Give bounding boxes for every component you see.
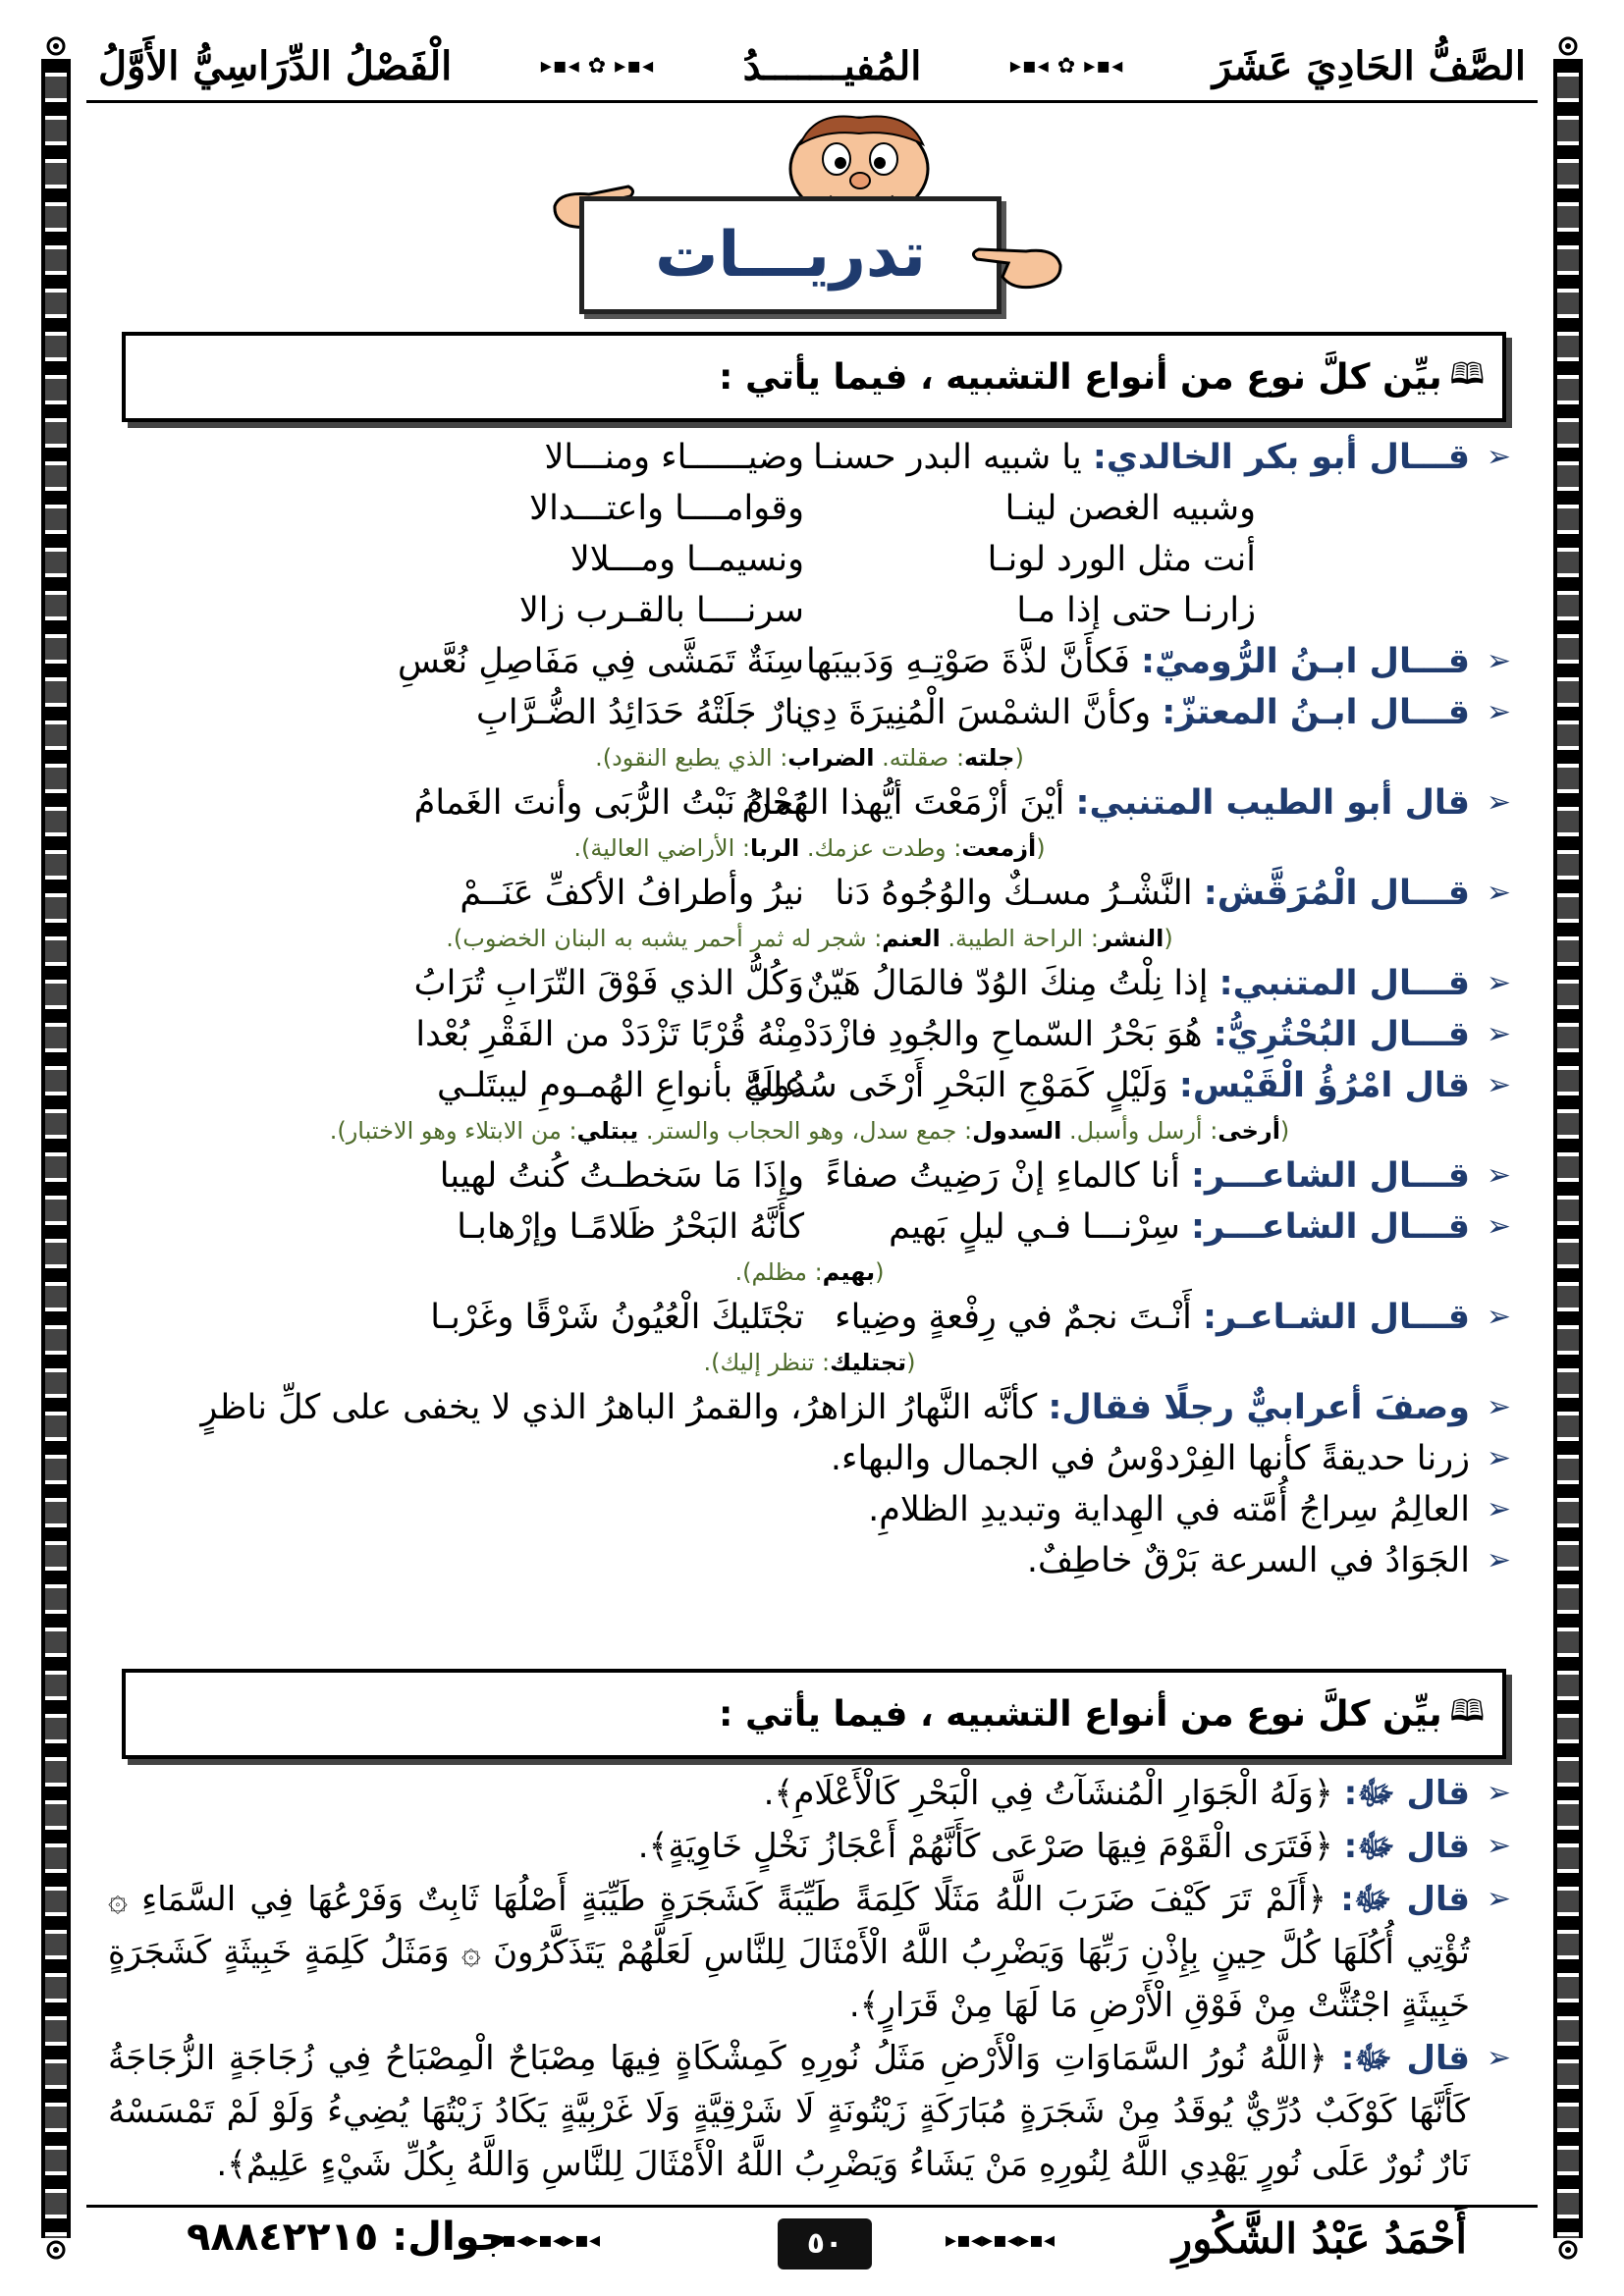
gloss-note: (أزمعت: وطدت عزمك. الربا: الأراضي العالية). xyxy=(573,834,1046,862)
verse-line: أنت مثل الورد لونـا ونسيمــا ومـــلالا xyxy=(569,540,1256,579)
footer-separator: ◂▪▸◂▪▸◂▪▸ xyxy=(491,2228,600,2253)
footer-separator: ◂▪▸◂▪▸◂▪▸ xyxy=(946,2228,1055,2253)
gloss-note: (النشر: الراحة الطيبة. العنم: شجر له ثمر أحمر يشبه به البنان الخضوب). xyxy=(446,925,1173,952)
pointer-arrow-icon: ➢ xyxy=(1486,1209,1511,1244)
book-icon: 🕮 xyxy=(1449,356,1485,392)
pointer-arrow-icon: ➢ xyxy=(1486,1390,1511,1424)
quran-item: ➢ قال ﷻ: ﴿فَتَرَى الْقَوْمَ فِيهَا صَرْعَى كَأَنَّهُمْ أَعْجَازُ نَخْلٍ خَاوِيَةٍ﴾. xyxy=(108,1820,1511,1873)
verse-line: زارنـا حتى إذا مـا سرنــــا بالقـرب زالا xyxy=(518,591,1256,630)
pointer-arrow-icon: ➢ xyxy=(1486,1882,1511,1916)
prose-line: ➢ زرنا حديقةً كأنها الفِرْدوْسُ في الجمال والبهاء. xyxy=(108,1433,1511,1484)
title-box xyxy=(579,196,1001,314)
pointing-hand-icon xyxy=(967,236,1065,294)
instruction-text: بيِّن كلَّ نوع من أنواع التشبيه ، فيما يأتي : xyxy=(719,356,1442,398)
verse-line: وشبيه الغصن لينـا وقوامــــا واعتـــدالا xyxy=(529,489,1256,528)
page-number: ٥٠ xyxy=(778,2218,872,2269)
pointer-arrow-icon: ➢ xyxy=(1486,785,1511,820)
right-border-ornament xyxy=(1553,59,1583,2238)
footer-rule xyxy=(86,2205,1538,2208)
pointer-arrow-icon: ➢ xyxy=(1486,966,1511,1000)
verse-line: ➢ قـــال ابـنُ المعتزّ: وكأنَّ الشمْسَ الْمُنِيرَةَ دِي نارٌ جَلَتْهُ حَدَائِدُ الضُّـرَّابِ xyxy=(108,687,1511,738)
corner-flower-ornament-icon xyxy=(1549,27,1587,65)
pointer-arrow-icon: ➢ xyxy=(1486,1776,1511,1810)
verse-line: ➢ قـــال البُحْتُرِيُّ: هُوَ بَحْرُ السّماحِ والجُودِ فازْدَدْ مِنْهُ قُرْبًا تَزْدَدْ من الفَقْرِ بُعْدا xyxy=(108,1009,1511,1060)
page-header xyxy=(98,31,1526,100)
verse-line: ➢ قـــال الشـاعـر: أَنْـتَ نجمٌ في رِفْعةٍ وضِياء تجْتَليكَ الْعُيُونُ شَرْقًا وغَرْبـا xyxy=(108,1292,1511,1343)
gloss-note: (بهيم: مظلم). xyxy=(734,1258,885,1286)
left-border-ornament xyxy=(41,59,71,2238)
pointer-arrow-icon: ➢ xyxy=(1486,1829,1511,1863)
term-label: الْفَصْلُ الدِّرَاسِيُّ الأَوَّلُ xyxy=(98,42,453,89)
prose-line: ➢ وصفَ أعرابيٌّ رجلًا فقال: كأنَّه النَّهارُ الزاهرُ، والقمرُ الباهرُ الذي لا يخفى على كلِّ ناظرٍ xyxy=(108,1382,1511,1433)
pointer-arrow-icon: ➢ xyxy=(1486,1158,1511,1193)
header-rule xyxy=(86,100,1538,103)
page-title: تدريـــات xyxy=(655,219,926,292)
verse-line: ➢ قـــال الشاعـــر: سِرْنـــا فـي ليلٍ بَهيم كأَنَّهُ البَحْرُ ظَلامًـا وإرْهابـا xyxy=(108,1201,1511,1253)
corner-flower-ornament-icon xyxy=(1549,2231,1587,2269)
pointer-arrow-icon: ➢ xyxy=(1486,2041,1511,2075)
author-name: أَحْمَدُ عَبْدُ الشَّكُورِ xyxy=(1171,2215,1467,2263)
pointer-arrow-icon: ➢ xyxy=(1486,1300,1511,1334)
pointer-arrow-icon: ➢ xyxy=(1486,644,1511,678)
pointer-arrow-icon: ➢ xyxy=(1486,1441,1511,1475)
prose-line: ➢ الجَوَادُ في السرعة بَرْقٌ خاطِفٌ. xyxy=(108,1535,1511,1586)
pointer-arrow-icon: ➢ xyxy=(1486,1017,1511,1051)
page-footer xyxy=(98,2215,1526,2283)
header-separator: ◂▪▸ ✿ ◂▪▸ xyxy=(1009,53,1124,79)
verse-line: ➢ قـــال الشاعـــر: أنا كالماءِ إنْ رَضِيتُ صفاءً وإذَا مَا سَخطـتُ كُنتُ لهيبا xyxy=(108,1150,1511,1201)
pointer-arrow-icon: ➢ xyxy=(1486,695,1511,729)
pointer-arrow-icon: ➢ xyxy=(1486,1068,1511,1102)
instruction-box-1 xyxy=(122,332,1506,422)
grade-label: الصَّفُّ الحَادِيَ عَشَرَ xyxy=(1212,42,1526,89)
section1-content xyxy=(108,432,1511,1586)
gloss-note: (أرخى: أرسل وأسبل. السدول: جمع سدل، وهو الحجاب والستر. يبتلي: من الابتلاء وهو الاختبار). xyxy=(329,1117,1290,1145)
header-separator: ◂▪▸ ✿ ◂▪▸ xyxy=(540,53,655,79)
book-title: المُفيـــــــدُ xyxy=(742,42,922,89)
pointer-arrow-icon: ➢ xyxy=(1486,1492,1511,1526)
verse-line: ➢ قـــال أبو بكر الخالدي: يا شبيه البدر حسنـا وضيــــــاء ومنـــالا xyxy=(108,432,1511,483)
quran-item: ➢ قال ﷻ: ﴿أَلَمْ تَرَ كَيْفَ ضَرَبَ اللَّهُ مَثَلًا كَلِمَةً طَيِّبَةً كَشَجَرَةٍ طَيِّبَةٍ أَصْلُهَا ثَابِتٌ وَفَرْعُهَا فِي السَّمَاءِ ۞ تُؤْتِي أُكُلَهَا كُلَّ حِينٍ بِإِذْنِ رَبِّهَا وَيَضْرِبُ اللَّهُ الْأَمْثَالَ لِلنَّاسِ لَعَلَّهُمْ يَتَذَكَّرُونَ ۞ وَمَثَلُ كَلِمَةٍ خَبِيثَةٍ كَشَجَرَةٍ خَبِيثَةٍ اجْتُثَّتْ مِنْ فَوْقِ الْأَرْضِ مَا لَهَا مِنْ قَرَارٍ﴾. xyxy=(108,1873,1511,2032)
section2-content xyxy=(108,1767,1511,2191)
verse-line: ➢ قـــال الْمُرَقَّش: النَّشْـرُ مسـكٌ والوُجُوهُ دَنا نيرُ وأطرافُ الأكفِّ عَنَــمْ xyxy=(108,868,1511,919)
book-icon: 🕮 xyxy=(1449,1693,1485,1729)
verse-line: ➢ قال امْرُؤُ الْقَيْس: وَلَيْلٍ كَمَوْجِ البَحْرِ أَرْخَى سُدُولَهُ عليَّ بأنواعِ الهُمـومِ ليبتَلـي xyxy=(108,1060,1511,1111)
corner-flower-ornament-icon xyxy=(37,2231,75,2269)
instruction-box-2 xyxy=(122,1669,1506,1759)
phone-number: جوال: ٩٨٨٤٢٢١٥ xyxy=(187,2215,509,2260)
instruction-text: بيِّن كلَّ نوع من أنواع التشبيه ، فيما يأتي : xyxy=(719,1693,1442,1735)
gloss-note: (جلته: صقلته. الضراب: الذي يطبع النقود). xyxy=(595,744,1024,772)
pointer-arrow-icon: ➢ xyxy=(1486,1543,1511,1577)
corner-flower-ornament-icon xyxy=(37,27,75,65)
verse-line: ➢ قـــال المتنبي: إذا نِلْتُ مِنكَ الوُدّ فالمَالُ هَيّنٌ وَكُلُّ الذي فَوْقَ التّرَابِ تُرَابُ xyxy=(108,958,1511,1009)
gloss-note: (تجتليك: تنظر إليك). xyxy=(703,1349,916,1376)
prose-line: ➢ العالِمُ سِراجُ أُمَّته في الهِداية وتبديدِ الظلامِ. xyxy=(108,1484,1511,1535)
quran-item: ➢ قال ﷻ: ﴿وَلَهُ الْجَوَارِ الْمُنشَآتُ فِي الْبَحْرِ كَالْأَعْلَامِ﴾. xyxy=(108,1767,1511,1820)
pointer-arrow-icon: ➢ xyxy=(1486,876,1511,910)
verse-line: ➢ قال أبو الطيب المتنبي: أيْنَ أزْمَعْتَ أيُّهذا الهُمامُ نَحْنُ نَبْتُ الرُّبَى وأنتَ الغَمامُ xyxy=(108,777,1511,828)
quran-item: ➢ قال ﷻ: ﴿اللَّهُ نُورُ السَّمَاوَاتِ وَالْأَرْضِ مَثَلُ نُورِهِ كَمِشْكَاةٍ فِيهَا مِصْبَاحٌ الْمِصْبَاحُ فِي زُجَاجَةٍ الزُّجَاجَةُ كَأَنَّهَا كَوْكَبٌ دُرِّيٌّ يُوقَدُ مِنْ شَجَرَةٍ مُبَارَكَةٍ زَيْتُونَةٍ لَا شَرْقِيَّةٍ وَلَا غَرْبِيَّةٍ يَكَادُ زَيْتُهَا يُضِيءُ وَلَوْ لَمْ تَمْسَسْهُ نَارٌ نُورٌ عَلَى نُورٍ يَهْدِي اللَّهُ لِنُورِهِ مَنْ يَشَاءُ وَيَضْرِبُ اللَّهُ الْأَمْثَالَ لِلنَّاسِ وَاللَّهُ بِكُلِّ شَيْءٍ عَلِيمٌ﴾. xyxy=(108,2032,1511,2191)
verse-line: ➢ قـــال ابـنُ الرُّوميّ: فَكأَنَّ لذَّةَ صَوْتِـهِ وَدَبيبَها سِنَةٌ تَمَشَّى فِي مَفَاصِلِ نُعَّسِ xyxy=(108,636,1511,687)
pointer-arrow-icon: ➢ xyxy=(1486,440,1511,474)
